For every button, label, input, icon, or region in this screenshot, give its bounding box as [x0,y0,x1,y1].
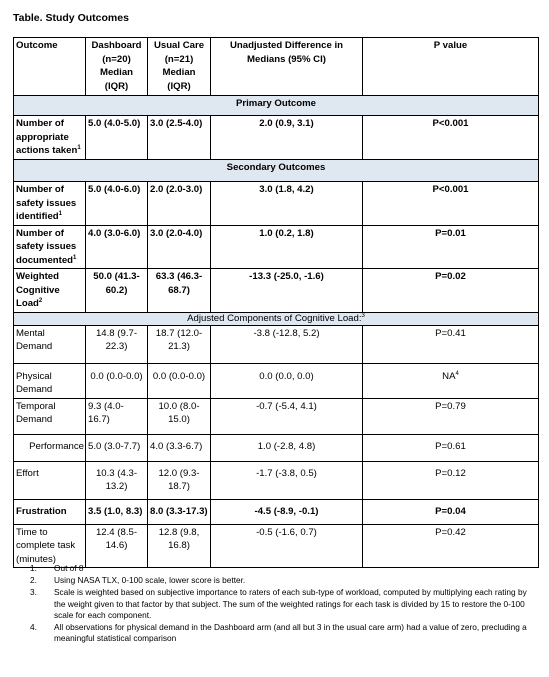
cell-p: P<0.001 [363,182,539,226]
table-row [14,116,539,160]
row-label: Time to complete task (minutes) [14,524,86,568]
section-secondary-label: Secondary Outcomes [14,160,539,182]
cell-difference: -3.8 (-12.8, 5.2) [211,325,363,363]
footnotes [30,563,535,645]
table-row [14,269,539,313]
row-label: Effort [14,461,86,499]
table-row [14,182,539,226]
cell-usual-care: 4.0 (3.3-6.7) [148,434,211,461]
row-label: Mental Demand [14,325,86,363]
cell-usual-care: 8.0 (3.3-17.3) [148,499,211,524]
row-label: Number of safety issues documented$^1$ [14,225,86,269]
header-dashboard: Dashboard (n=20) Median (IQR) [86,38,148,96]
cell-p: P=0.01 [363,225,539,269]
cell-dashboard: 3.5 (1.0, 8.3) [86,499,148,524]
section-secondary [14,160,539,182]
cell-usual-care: 10.0 (8.0-15.0) [148,398,211,434]
row-label: Frustration [14,499,86,524]
row-label: Weighted Cognitive Load$^2$ [14,269,86,313]
cell-dashboard: 5.0 (4.0-5.0) [86,116,148,160]
cell-p: P=0.12 [363,461,539,499]
row-label: Number of safety issues identified$^1$ [14,182,86,226]
cell-difference: -0.5 (-1.6, 0.7) [211,524,363,568]
footnote: 2. Using NASA TLX, 0-100 scale, lower score is better. [30,575,246,586]
table-row [14,225,539,269]
cell-dashboard: 10.3 (4.3-13.2) [86,461,148,499]
row-label: Physical Demand [14,363,86,398]
table-row [14,398,539,434]
cell-dashboard: 4.0 (3.0-6.0) [86,225,148,269]
cell-difference: 0.0 (0.0, 0.0) [211,363,363,398]
table-row [14,461,539,499]
row-label: Number of appropriate actions taken$^1$ [14,116,86,160]
section-primary-label: Primary Outcome [14,96,539,116]
row-label: Temporal Demand [14,398,86,434]
header-row [14,38,539,96]
cell-difference: -0.7 (-5.4, 4.1) [211,398,363,434]
cell-dashboard: 0.0 (0.0-0.0) [86,363,148,398]
table-title: Table. Study Outcomes [13,12,129,24]
cell-difference: -13.3 (-25.0, -1.6) [211,269,363,313]
cell-usual-care: 0.0 (0.0-0.0) [148,363,211,398]
cell-p: P=0.61 [363,434,539,461]
cell-p: P=0.04 [363,499,539,524]
cell-difference: 1.0 (-2.8, 4.8) [211,434,363,461]
header-usual-care: Usual Care (n=21) Median (IQR) [148,38,211,96]
cell-dashboard: 50.0 (41.3-60.2) [86,269,148,313]
cell-difference: 3.0 (1.8, 4.2) [211,182,363,226]
section-primary [14,96,539,116]
header-difference: Unadjusted Difference in Medians (95% CI) [211,38,363,96]
cell-p: P=0.79 [363,398,539,434]
cell-dashboard: 9.3 (4.0-16.7) [86,398,148,434]
cell-dashboard: 5.0 (3.0-7.7) [86,434,148,461]
cell-usual-care: 3.0 (2.5-4.0) [148,116,211,160]
cell-p: P=0.42 [363,524,539,568]
header-p-value: P value [363,38,539,96]
table-row [14,434,539,461]
cell-dashboard: 5.0 (4.0-6.0) [86,182,148,226]
footnote: 3. Scale is weighted based on subjective importance to raters of each sub-type of workload, computed by multiplying each rating by the weight given to that factor by that subject. The sum of the weighted ratings for each task is divided by 15 to restore the 0-100 scale for each component. [30,587,527,620]
table-row [14,325,539,363]
row-label: Performance [14,434,86,461]
footnote: 4. All observations for physical demand in the Dashboard arm (and all but 3 in the usual care arm) had a value of zero, precluding a meaningful statistical comparison [30,622,527,644]
cell-usual-care: 18.7 (12.0-21.3) [148,325,211,363]
section-adjusted [14,312,539,325]
cell-dashboard: 12.4 (8.5-14.6) [86,524,148,568]
cell-p: P=0.02 [363,269,539,313]
cell-p: $NA^4$ [363,363,539,398]
footnote: 1. Out of 8 [30,563,84,573]
cell-usual-care: 12.0 (9.3-18.7) [148,461,211,499]
cell-difference: -1.7 (-3.8, 0.5) [211,461,363,499]
cell-dashboard: 14.8 (9.7-22.3) [86,325,148,363]
table-row [14,363,539,398]
table-row [14,524,539,568]
cell-usual-care: 12.8 (9.8, 16.8) [148,524,211,568]
cell-p: P<0.001 [363,116,539,160]
cell-usual-care: 2.0 (2.0-3.0) [148,182,211,226]
table-row [14,499,539,524]
cell-usual-care: 63.3 (46.3-68.7) [148,269,211,313]
section-adjusted-label: Adjusted Components of Cognitive Load:$^3$ [14,312,539,325]
cell-usual-care: 3.0 (2.0-4.0) [148,225,211,269]
cell-difference: 2.0 (0.9, 3.1) [211,116,363,160]
cell-difference: 1.0 (0.2, 1.8) [211,225,363,269]
cell-p: P=0.41 [363,325,539,363]
header-outcome: Outcome [14,38,86,96]
study-outcomes-table [13,37,539,568]
cell-difference: -4.5 (-8.9, -0.1) [211,499,363,524]
